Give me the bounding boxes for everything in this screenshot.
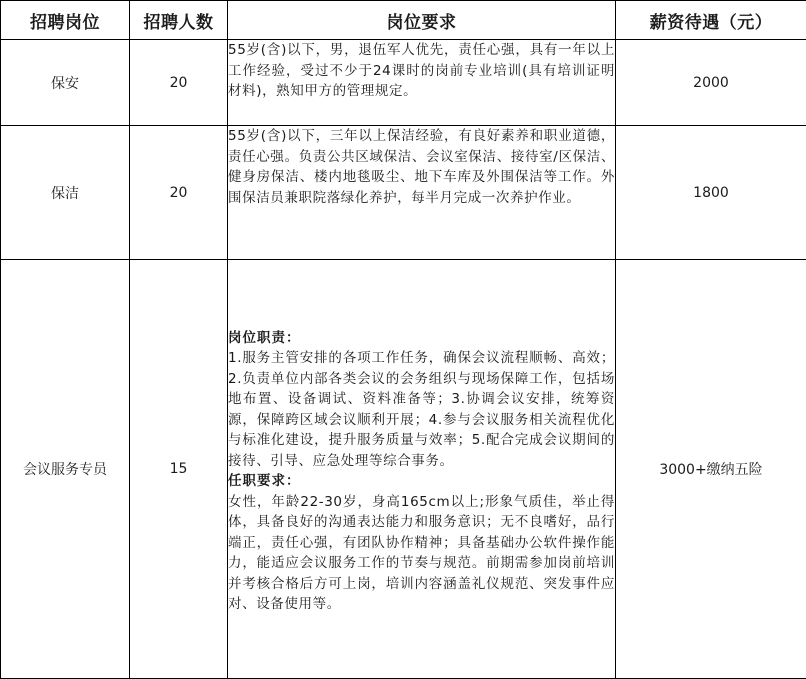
count-cell: 15 [130,260,228,679]
position-cell: 保安 [1,40,130,126]
duties-title: 岗位职责： [228,329,301,346]
table-row-cleaning [1,126,806,260]
qualifications-text: 女性，年龄22-30岁，身高165cm以上;形象气质佳，举止得体，具备良好的沟通表达能力和服务意识；无不良嗜好，品行端正，责任心强，有团队协作精神；具备基础办公软件操作能力，能适应会议服务工作的节奏与规范。前期需参加岗前培训并考核合格后方可上岗，培训内容涵盖礼仪规范、突发事件应对、设备使用等。 [228,493,615,612]
header-position: 招聘岗位 [1,1,130,40]
salary-cell: 1800 [616,126,806,260]
header-requirements: 岗位要求 [228,1,616,40]
count-cell: 20 [130,126,228,260]
table-row-security [1,40,806,126]
salary-cell: 3000+缴纳五险 [616,260,806,679]
requirements-cell: 55岁(含)以下，三年以上保洁经验，有良好素养和职业道德，责任心强。负责公共区域保洁、会议室保洁、接待室/区保洁、健身房保洁、楼内地毯吸尘、地下车库及外围保洁等工作。外围保洁员兼职院落绿化养护，每半月完成一次养护作业。 [228,126,616,260]
header-salary: 薪资待遇（元） [616,1,806,40]
header-count: 招聘人数 [130,1,228,40]
position-cell: 会议服务专员 [1,260,130,679]
qualifications-title: 任职要求： [228,473,301,489]
header-row [1,1,806,40]
requirements-cell: 55岁(含)以下，男，退伍军人优先，责任心强，具有一年以上工作经验，受过不少于24课时的岗前专业培训(具有培训证明材料)，熟知甲方的管理规定。 [228,40,616,126]
table-row-meeting-service [1,260,806,679]
count-cell: 20 [130,40,228,126]
duties-text: 1.服务主管安排的各项工作任务，确保会议流程顺畅、高效；2.负责单位内部各类会议的会务组织与现场保障工作，包括场地布置、设备调试、资料准备等；3.协调会议安排，统筹资源，保障跨区域会议顺利开展；4.参与会议服务相关流程优化与标准化建设，提升服务质量与效率；5.配合完成会议期间的接待、引导、应急处理等综合事务。 [228,350,615,469]
salary-cell: 2000 [616,40,806,126]
position-cell: 保洁 [1,126,130,260]
requirements-cell [228,260,616,679]
